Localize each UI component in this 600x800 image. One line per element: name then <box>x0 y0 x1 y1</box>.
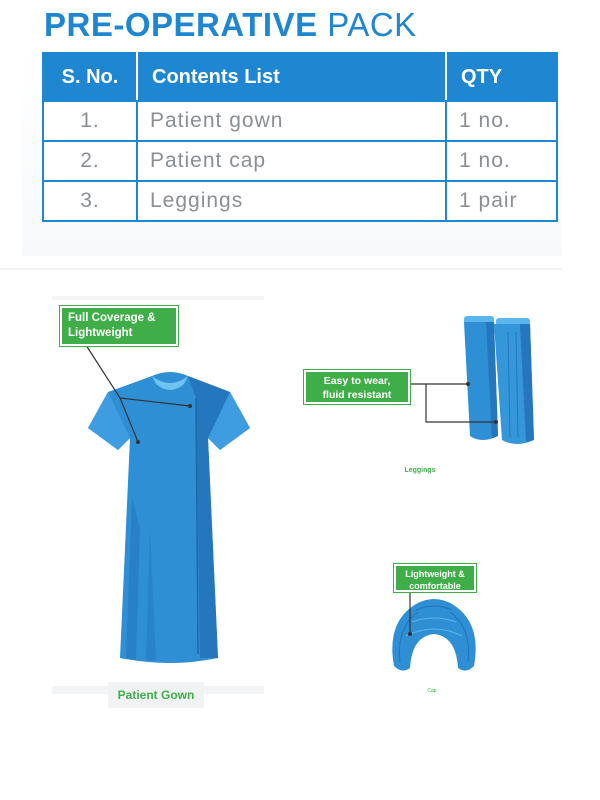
header-sno: S. No. <box>43 53 137 101</box>
cap-callout <box>394 564 476 592</box>
page-title <box>44 6 564 44</box>
title-light: PACK <box>327 6 417 43</box>
cell-qty: 1 no. <box>446 101 557 141</box>
cap-leader-line <box>400 590 420 640</box>
cap-callout-line2: comfortable <box>409 581 461 591</box>
gown-callout <box>60 306 178 346</box>
contents-table <box>42 52 558 222</box>
leggings-caption: Leggings <box>404 467 436 474</box>
header-qty: QTY <box>446 53 557 101</box>
gown-panel-top <box>52 296 264 300</box>
cap-caption: Cap <box>427 688 437 694</box>
cell-item: Leggings <box>137 181 446 221</box>
cell-item: Patient gown <box>137 101 446 141</box>
cell-sno: 2. <box>43 141 137 181</box>
cell-sno: 3. <box>43 181 137 221</box>
gown-callout-line2: Lightweight <box>68 327 133 339</box>
gown-callout-line1: Full Coverage & <box>68 312 156 324</box>
section-divider <box>0 268 562 270</box>
leggings-leader-lines <box>408 376 500 426</box>
table-row <box>43 141 557 181</box>
cell-qty: 1 pair <box>446 181 557 221</box>
cell-qty: 1 no. <box>446 141 557 181</box>
gown-leader-lines <box>80 340 210 450</box>
gown-caption: Patient Gown <box>108 682 204 708</box>
leggings-callout-line2: fluid resistant <box>322 389 392 401</box>
cell-sno: 1. <box>43 101 137 141</box>
table-header-row <box>43 53 557 101</box>
table-row <box>43 181 557 221</box>
leggings-callout-line1: Easy to wear, <box>323 375 391 387</box>
title-strong: PRE-OPERATIVE <box>44 6 318 43</box>
table-row <box>43 101 557 141</box>
cell-item: Patient cap <box>137 141 446 181</box>
header-contents: Contents List <box>137 53 446 101</box>
cap-callout-line1: Lightweight & <box>405 569 465 579</box>
leggings-callout <box>304 370 410 404</box>
